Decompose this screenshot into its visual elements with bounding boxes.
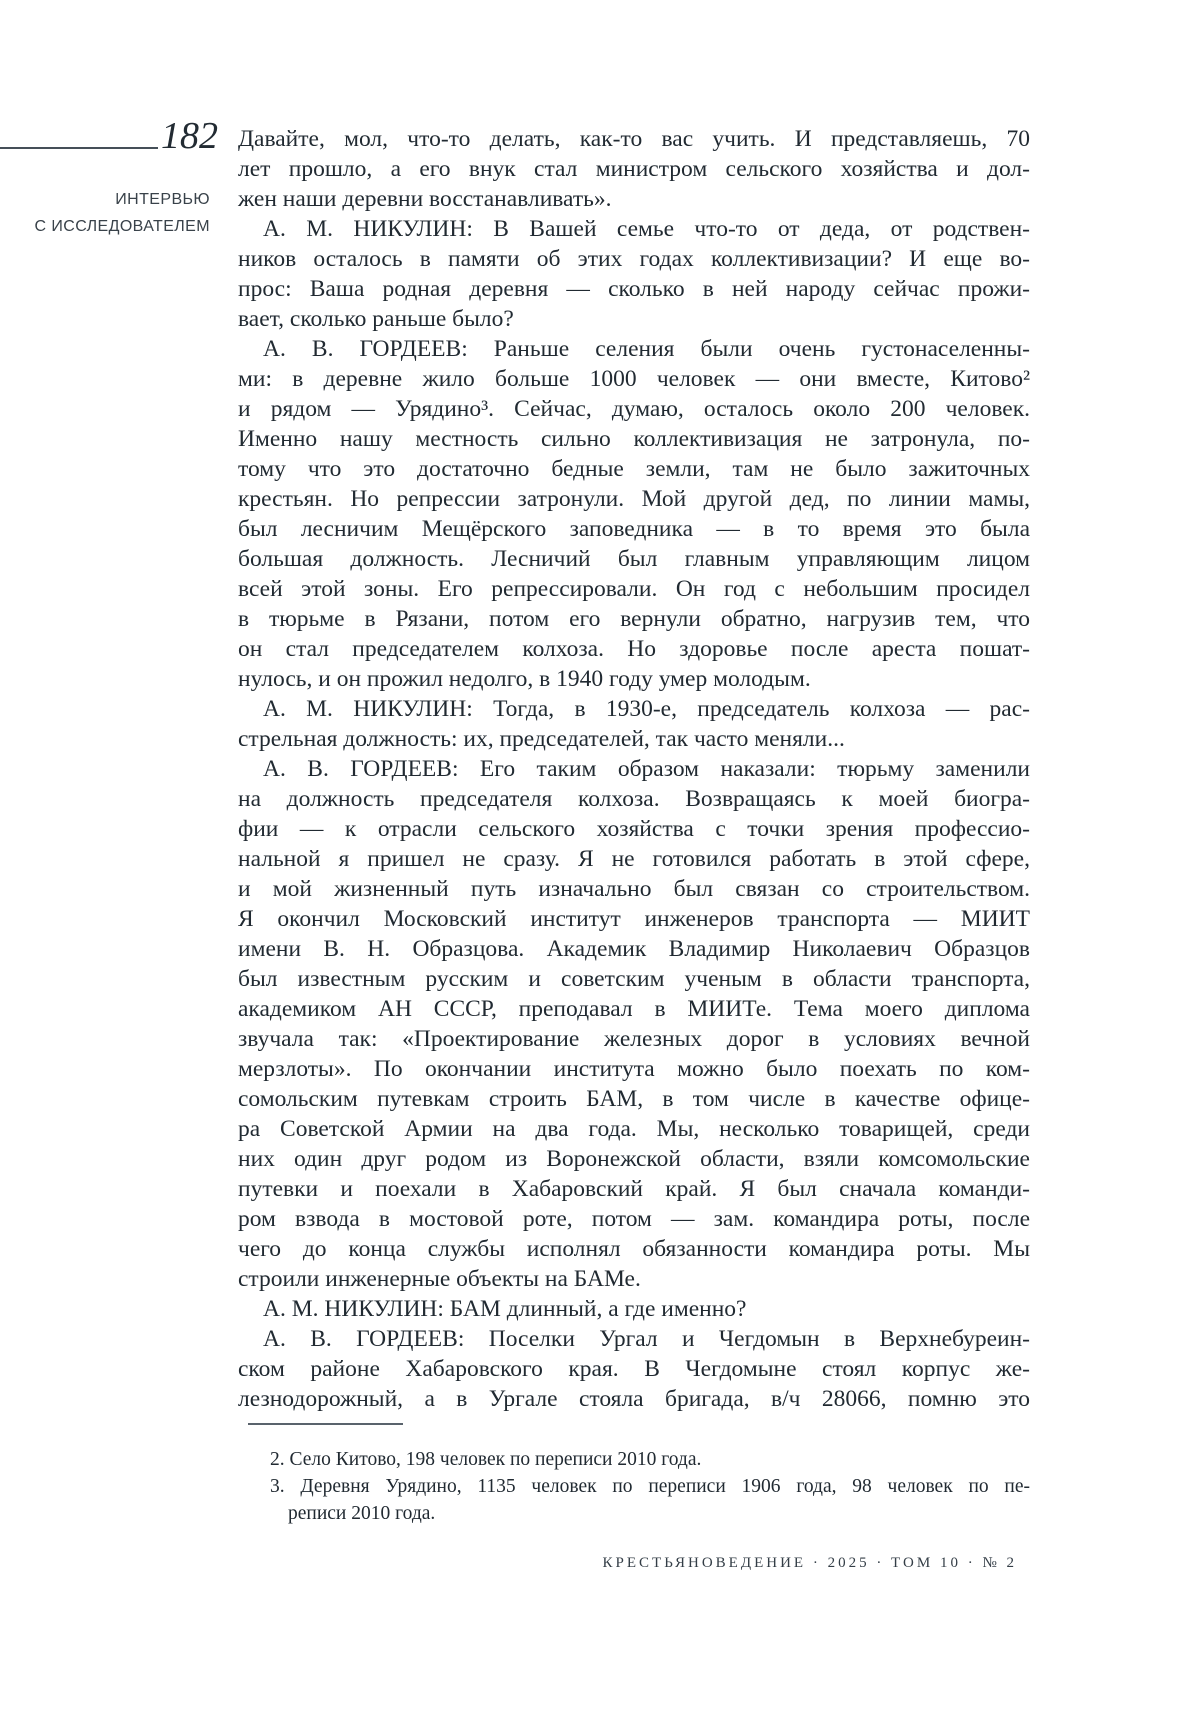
main-text <box>238 124 1030 1414</box>
text-line: звучала так: «Проектирование железных дорог в условиях вечной <box>238 1026 1030 1052</box>
journal-footer: КРЕСТЬЯНОВЕДЕНИЕ · 2025 · ТОМ 10 · № 2 <box>602 1555 1017 1571</box>
text-line: Давайте, мол, что-то делать, как-то вас учить. И представляешь, 70 <box>238 126 1030 152</box>
text-line: ском районе Хабаровского края. В Чегдомыне стоял корпус же- <box>238 1356 1030 1382</box>
text-line: Я окончил Московский институт инженеров транспорта — МИИТ <box>238 906 1030 932</box>
running-head <box>0 186 210 240</box>
text-line: прос: Ваша родная деревня — сколько в ней народу сейчас прожи- <box>238 276 1030 302</box>
page-number: 182 <box>161 115 218 157</box>
text-line: имени В. Н. Образцова. Академик Владимир Николаевич Образцов <box>238 936 1030 962</box>
text-line: А. М. НИКУЛИН: Тогда, в 1930-е, председатель колхоза — рас- <box>263 696 1030 722</box>
text-line: нальной я пришел не сразу. Я не готовился работать в этой сфере, <box>238 846 1030 872</box>
text-line: А. М. НИКУЛИН: БАМ длинный, а где именно? <box>263 1296 747 1322</box>
text-line: он стал председателем колхоза. Но здоровье после ареста пошат- <box>238 636 1030 662</box>
text-line: А. В. ГОРДЕЕВ: Поселки Ургал и Чегдомын в Верхнебуреин- <box>263 1326 1030 1352</box>
paragraph <box>238 1324 1030 1414</box>
text-line: 3. Деревня Урядино, 1135 человек по переписи 1906 года, 98 человек по пе- <box>270 1476 1030 1497</box>
text-line: был известным русским и советским ученым в области транспорта, <box>238 966 1030 992</box>
paragraph <box>238 214 1030 334</box>
text-line: А. М. НИКУЛИН: В Вашей семье что-то от деда, от родствен- <box>263 216 1030 242</box>
text-line: ра Советской Армии на два года. Мы, несколько товарищей, среди <box>238 1116 1030 1142</box>
text-line: фии — к отрасли сельского хозяйства с точки зрения профессио- <box>238 816 1030 842</box>
paragraph <box>238 124 1030 214</box>
paragraph <box>238 694 1030 754</box>
text-line: на должность председателя колхоза. Возвращаясь к моей биогра- <box>238 786 1030 812</box>
footnote-rule <box>248 1423 403 1425</box>
text-line: Именно нашу местность сильно коллективизация не затронула, по- <box>238 426 1030 452</box>
text-line: 2. Село Китово, 198 человек по переписи 2010 года. <box>270 1449 702 1470</box>
text-line: ром взвода в мостовой роте, потом — зам. командира роты, после <box>238 1206 1030 1232</box>
text-line: мерзлоты». По окончании института можно было поехать по ком- <box>238 1056 1030 1082</box>
text-line: нулось, и он прожил недолго, в 1940 году умер молодым. <box>238 666 811 692</box>
paragraph <box>238 1294 1030 1324</box>
text-line: реписи 2010 года. <box>288 1503 436 1524</box>
text-line: в тюрьме в Рязани, потом его вернули обратно, нагрузив тем, что <box>238 606 1030 632</box>
text-line: всей этой зоны. Его репрессировали. Он год с небольшим просидел <box>238 576 1030 602</box>
text-line: А. В. ГОРДЕЕВ: Раньше селения были очень густонаселенны- <box>263 336 1030 362</box>
text-line: жен наши деревни восстанавливать». <box>238 186 612 212</box>
text-line: стрельная должность: их, председателей, так часто меняли... <box>238 726 845 752</box>
text-line: крестьян. Но репрессии затронули. Мой другой дед, по линии мамы, <box>238 486 1030 512</box>
text-line: и мой жизненный путь изначально был связан со строительством. <box>238 876 1030 902</box>
text-line: большая должность. Лесничий был главным управляющим лицом <box>238 546 1030 572</box>
footnotes <box>238 1446 1030 1527</box>
paragraph <box>238 334 1030 694</box>
text-line: ми: в деревне жило больше 1000 человек — они вместе, Китово² <box>238 366 1030 392</box>
footnote <box>238 1473 1030 1527</box>
running-head-line: С ИССЛЕДОВАТЕЛЕМ <box>34 218 210 235</box>
text-line: был лесничим Мещёрского заповедника — в то время это была <box>238 516 1030 542</box>
text-line: тому что это достаточно бедные земли, там не было зажиточных <box>238 456 1030 482</box>
text-line: путевки и поехали в Хабаровский край. Я был сначала команди- <box>238 1176 1030 1202</box>
text-line: них один друг родом из Воронежской области, взяли комсомольские <box>238 1146 1030 1172</box>
text-line: и рядом — Урядино³. Сейчас, думаю, осталось около 200 человек. <box>238 396 1030 422</box>
text-line: ников осталось в памяти об этих годах коллективизации? И еще во- <box>238 246 1030 272</box>
text-line: лезнодорожный, а в Ургале стояла бригада, в/ч 28066, помню это <box>238 1386 1030 1412</box>
text-line: лет прошло, а его внук стал министром сельского хозяйства и дол- <box>238 156 1030 182</box>
text-line: сомольским путевкам строить БАМ, в том числе в качестве офице- <box>238 1086 1030 1112</box>
text-line: чего до конца службы исполнял обязанности командира роты. Мы <box>238 1236 1030 1262</box>
header-rule <box>0 147 158 149</box>
text-line: строили инженерные объекты на БАМе. <box>238 1266 641 1292</box>
text-line: вает, сколько раньше было? <box>238 306 514 332</box>
running-head-line: ИНТЕРВЬЮ <box>115 191 210 208</box>
footnote <box>238 1446 1030 1473</box>
text-line: академиком АН СССР, преподавал в МИИТе. Тема моего диплома <box>238 996 1030 1022</box>
text-line: А. В. ГОРДЕЕВ: Его таким образом наказали: тюрьму заменили <box>263 756 1030 782</box>
paragraph <box>238 754 1030 1294</box>
